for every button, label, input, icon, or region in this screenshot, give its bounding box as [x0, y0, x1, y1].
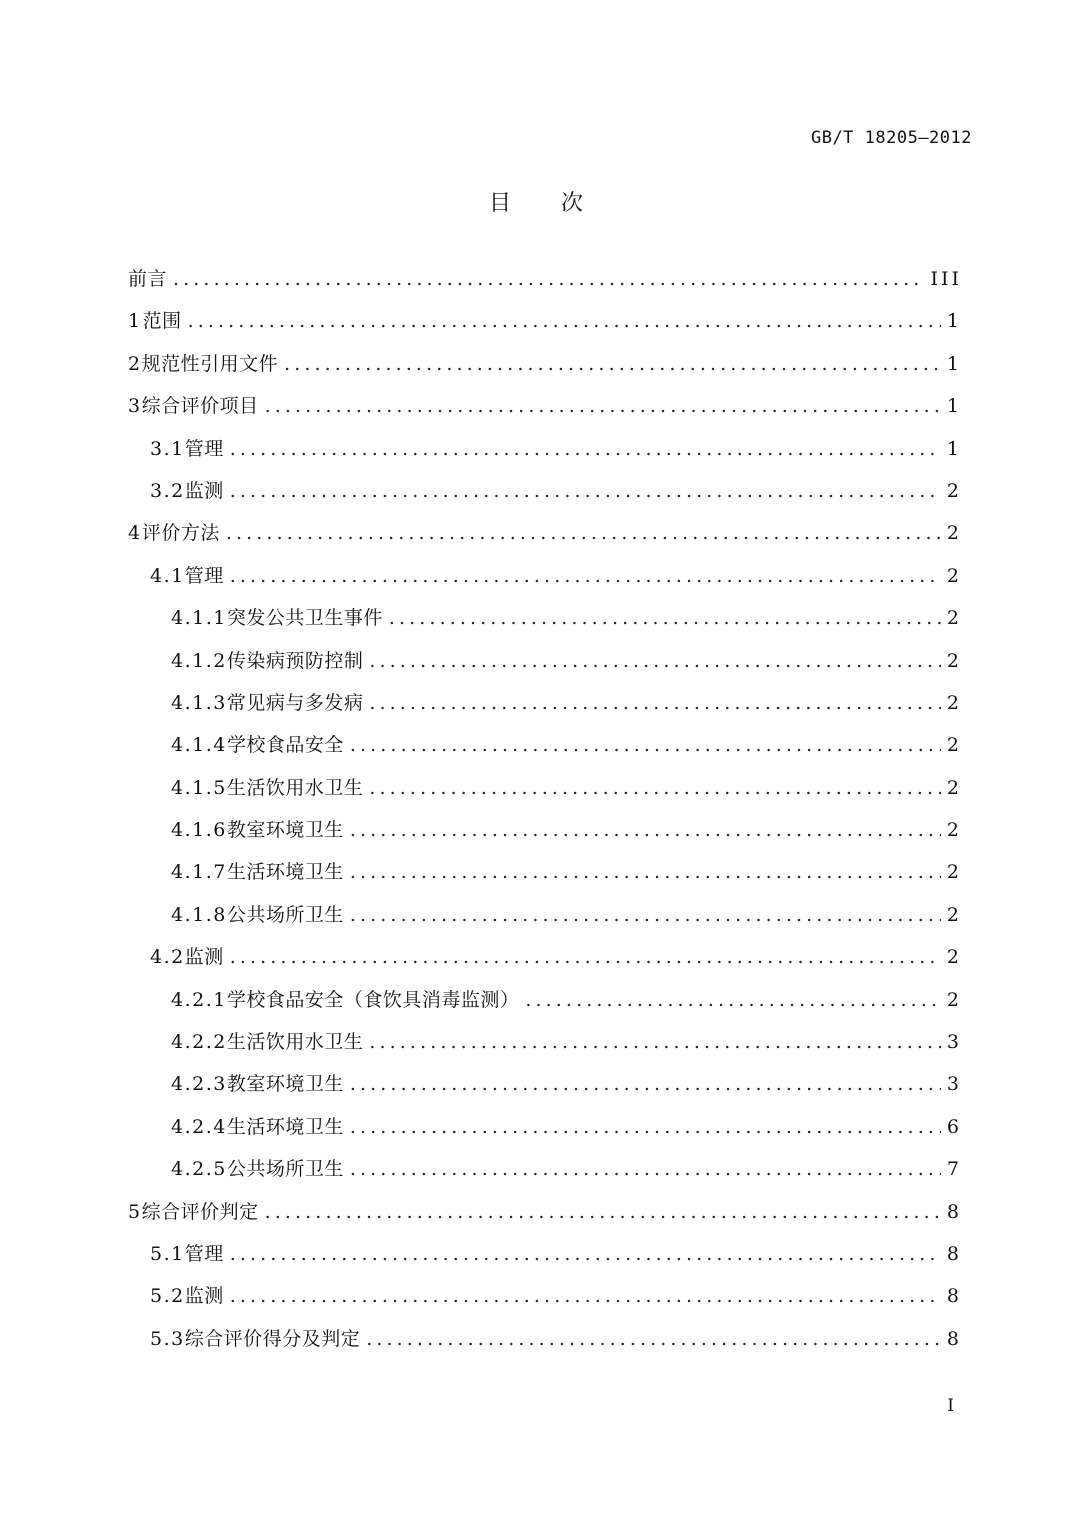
- toc-entry-page: 2: [946, 819, 962, 842]
- toc-leader-dots: [525, 979, 941, 1021]
- toc-entry-page: 2: [946, 649, 962, 672]
- toc-title: [0, 186, 1074, 217]
- table-of-contents: [128, 258, 962, 1360]
- toc-entry[interactable]: [128, 640, 962, 682]
- toc-entry-page: 8: [946, 1327, 962, 1350]
- toc-leader-dots: [369, 1021, 941, 1063]
- toc-entry[interactable]: [128, 809, 962, 851]
- toc-entry-number: 4.2.3: [171, 1073, 227, 1096]
- toc-entry-label: 生活饮用水卫生: [226, 776, 364, 799]
- toc-entry-number: 3: [128, 395, 142, 418]
- toc-entry-number: 4.1.8: [171, 903, 227, 926]
- toc-entry[interactable]: [128, 343, 962, 385]
- toc-entry-page: 3: [946, 1031, 962, 1054]
- toc-entry-label: 管理: [184, 564, 224, 587]
- toc-entry-page: 3: [946, 1073, 962, 1096]
- toc-entry[interactable]: [128, 1233, 962, 1275]
- toc-leader-dots: [350, 1106, 941, 1148]
- toc-entry[interactable]: [128, 1148, 962, 1190]
- toc-leader-dots: [230, 555, 941, 597]
- toc-entry[interactable]: [128, 428, 962, 470]
- toc-entry-label: 常见病与多发病: [226, 691, 364, 714]
- toc-entry-label: 前言: [128, 268, 168, 290]
- toc-entry-label: 监测: [184, 1285, 224, 1308]
- toc-entry-label: 监测: [184, 479, 224, 502]
- toc-leader-dots: [230, 428, 941, 470]
- toc-leader-dots: [366, 1318, 941, 1360]
- toc-entry-page: 2: [946, 946, 962, 969]
- toc-entry[interactable]: [128, 300, 962, 342]
- toc-entry-number: 4.2.5: [171, 1158, 227, 1181]
- toc-entry-label: 综合评价判定: [141, 1200, 259, 1223]
- toc-entry[interactable]: [128, 936, 962, 978]
- toc-entry[interactable]: [128, 724, 962, 766]
- toc-leader-dots: [188, 300, 941, 342]
- toc-entry-number: 4.1.1: [171, 607, 227, 630]
- toc-leader-dots: [284, 343, 941, 385]
- toc-entry-number: 1: [128, 310, 142, 333]
- toc-entry-number: 4.2.4: [171, 1115, 227, 1138]
- toc-entry[interactable]: [128, 385, 962, 427]
- toc-entry[interactable]: [128, 979, 962, 1021]
- toc-entry-label: 监测: [184, 946, 224, 969]
- toc-entry-number: 4: [128, 522, 142, 545]
- toc-entry-page: 2: [946, 522, 962, 545]
- toc-leader-dots: [369, 682, 941, 724]
- toc-leader-dots: [230, 936, 941, 978]
- toc-leader-dots: [230, 470, 941, 512]
- toc-leader-dots: [350, 1148, 941, 1190]
- toc-entry[interactable]: [128, 555, 962, 597]
- toc-entry-label: 管理: [184, 1242, 224, 1265]
- toc-entry-number: 3.2: [150, 479, 185, 502]
- toc-entry-number: 4.1.5: [171, 776, 227, 799]
- toc-entry-label: 学校食品安全（食饮具消毒监测）: [226, 988, 520, 1011]
- toc-entry-label: 教室环境卫生: [226, 1073, 344, 1096]
- toc-entry-number: 5.1: [150, 1242, 185, 1265]
- toc-entry-page: 7: [946, 1158, 962, 1181]
- toc-entry-page: 1: [946, 310, 962, 333]
- toc-entry-page: 2: [946, 861, 962, 884]
- toc-entry[interactable]: [128, 767, 962, 809]
- toc-entry-label: 评价方法: [141, 522, 220, 545]
- toc-title-part1: 目: [488, 191, 513, 216]
- toc-entry-label: 学校食品安全: [226, 734, 344, 757]
- toc-entry[interactable]: [128, 851, 962, 893]
- toc-entry-page: 2: [946, 988, 962, 1011]
- toc-entry-label: 突发公共卫生事件: [226, 607, 383, 630]
- toc-entry[interactable]: [128, 1021, 962, 1063]
- toc-entry-label: 规范性引用文件: [141, 352, 279, 375]
- toc-entry-page: 2: [946, 564, 962, 587]
- toc-entry-label: 生活环境卫生: [226, 861, 344, 884]
- toc-leader-dots: [350, 894, 941, 936]
- toc-entry[interactable]: [128, 894, 962, 936]
- toc-entry-label: 管理: [184, 437, 224, 460]
- toc-entry[interactable]: [128, 512, 962, 554]
- toc-entry-label: 传染病预防控制: [226, 649, 364, 672]
- toc-leader-dots: [350, 1063, 941, 1105]
- toc-entry-page: 1: [946, 437, 962, 460]
- toc-leader-dots: [350, 809, 941, 851]
- toc-entry-number: 2: [128, 352, 142, 375]
- toc-entry-page: 8: [946, 1242, 962, 1265]
- toc-leader-dots: [265, 385, 941, 427]
- toc-entry-number: 4.1.3: [171, 691, 227, 714]
- toc-entry-page: 2: [946, 903, 962, 926]
- toc-entry-number: 4.2.2: [171, 1031, 227, 1054]
- toc-entry-page: 1: [946, 352, 962, 375]
- toc-entry-page: 6: [946, 1115, 962, 1138]
- toc-entry[interactable]: [128, 1191, 962, 1233]
- toc-entry-number: 5: [128, 1200, 142, 1223]
- toc-entry-page: 2: [946, 691, 962, 714]
- toc-entry[interactable]: [128, 597, 962, 639]
- toc-entry-page: 2: [946, 776, 962, 799]
- toc-entry-label: 生活环境卫生: [226, 1115, 344, 1138]
- toc-leader-dots: [226, 512, 941, 554]
- toc-leader-dots: [230, 1275, 941, 1317]
- toc-entry[interactable]: [128, 1275, 962, 1317]
- toc-entry-label: 范围: [142, 310, 182, 333]
- toc-entry-page: 8: [946, 1285, 962, 1308]
- toc-entry[interactable]: [128, 1063, 962, 1105]
- toc-entry-number: 4.1: [150, 564, 185, 587]
- toc-entry[interactable]: [128, 258, 962, 300]
- toc-entry-number: 4.1.6: [171, 819, 227, 842]
- toc-leader-dots: [230, 1233, 941, 1275]
- toc-entry-label: 公共场所卫生: [226, 903, 344, 926]
- toc-entry-label: 教室环境卫生: [226, 819, 344, 842]
- toc-entry-label: 公共场所卫生: [226, 1158, 344, 1181]
- toc-leader-dots: [265, 1191, 941, 1233]
- toc-leader-dots: [369, 767, 941, 809]
- toc-entry[interactable]: [128, 1318, 962, 1360]
- toc-leader-dots: [389, 597, 941, 639]
- toc-entry-number: 5.3: [150, 1327, 185, 1350]
- toc-entry[interactable]: [128, 470, 962, 512]
- toc-entry-page: III: [930, 268, 962, 290]
- toc-leader-dots: [369, 640, 941, 682]
- toc-entry[interactable]: [128, 1106, 962, 1148]
- page-number: I: [947, 1396, 954, 1416]
- toc-entry-page: 2: [946, 479, 962, 502]
- toc-entry-number: 4.2.1: [171, 988, 227, 1011]
- standard-number: GB/T 18205—2012: [810, 128, 972, 148]
- toc-entry-number: 3.1: [150, 437, 185, 460]
- toc-leader-dots: [350, 851, 941, 893]
- toc-entry[interactable]: [128, 682, 962, 724]
- toc-entry-page: 1: [946, 395, 962, 418]
- toc-entry-number: 4.2: [150, 946, 185, 969]
- toc-entry-page: 2: [946, 607, 962, 630]
- toc-title-part2: 次: [561, 191, 586, 216]
- toc-entry-number: 4.1.4: [171, 734, 227, 757]
- toc-entry-number: 5.2: [150, 1285, 185, 1308]
- toc-entry-label: 生活饮用水卫生: [226, 1031, 364, 1054]
- toc-entry-label: 综合评价项目: [141, 395, 259, 418]
- toc-entry-page: 2: [946, 734, 962, 757]
- toc-entry-number: 4.1.2: [171, 649, 227, 672]
- toc-entry-number: 4.1.7: [171, 861, 227, 884]
- toc-leader-dots: [350, 724, 941, 766]
- toc-leader-dots: [173, 258, 924, 300]
- toc-entry-label: 综合评价得分及判定: [184, 1327, 361, 1350]
- toc-entry-page: 8: [946, 1200, 962, 1223]
